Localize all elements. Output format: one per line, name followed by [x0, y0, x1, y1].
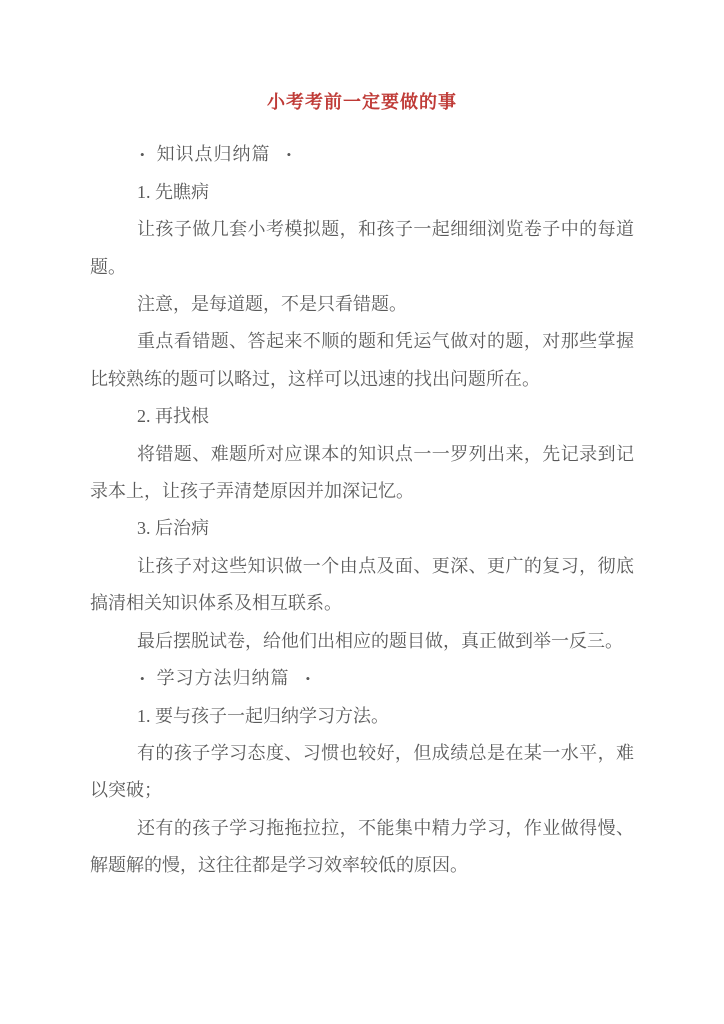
- paragraph: 有的孩子学习态度、习惯也较好，但成绩总是在某一水平，难以突破；: [90, 742, 634, 801]
- paragraph: 还有的孩子学习拖拖拉拉，不能集中精力学习，作业做得慢、解题解的慢，这往往都是学习效率较低的原因。: [90, 817, 634, 876]
- paragraph: 让孩子对这些知识做一个由点及面、更深、更广的复习，彻底搞清相关知识体系及相互联系。: [90, 555, 634, 614]
- paragraph: 让孩子做几套小考模拟题，和孩子一起细细浏览卷子中的每道题。: [90, 219, 634, 277]
- bullet-icon: •: [140, 671, 145, 687]
- paragraph: 将错题、难题所对应课本的知识点一一罗列出来，先记录到记录本上，让孩子弄清楚原因并加深记忆。: [90, 443, 634, 502]
- list-heading: 1. 先瞧病: [137, 181, 209, 202]
- bullet-icon: •: [140, 147, 145, 163]
- section-marker-label: 学习方法归纳篇: [156, 668, 290, 689]
- list-heading: 3. 后治病: [137, 518, 209, 539]
- paragraph: 注意，是每道题，不是只看错题。: [137, 294, 407, 315]
- page-title: 小考考前一定要做的事: [267, 92, 457, 112]
- section-marker-label: 知识点归纳篇: [156, 144, 271, 165]
- list-heading: 2. 再找根: [137, 406, 209, 427]
- bullet-icon: •: [286, 147, 292, 163]
- paragraph: 最后摆脱试卷，给他们出相应的题目做，真正做到举一反三。: [137, 630, 623, 651]
- paragraph: 重点看错题、答起来不顺的题和凭运气做对的题，对那些掌握比较熟练的题可以略过，这样可以迅速的找出问题所在。: [90, 331, 634, 389]
- section-marker: [90, 660, 634, 697]
- section-marker: [90, 136, 634, 173]
- bullet-icon: •: [305, 671, 311, 687]
- list-heading: 1. 要与孩子一起归纳学习方法。: [137, 705, 389, 726]
